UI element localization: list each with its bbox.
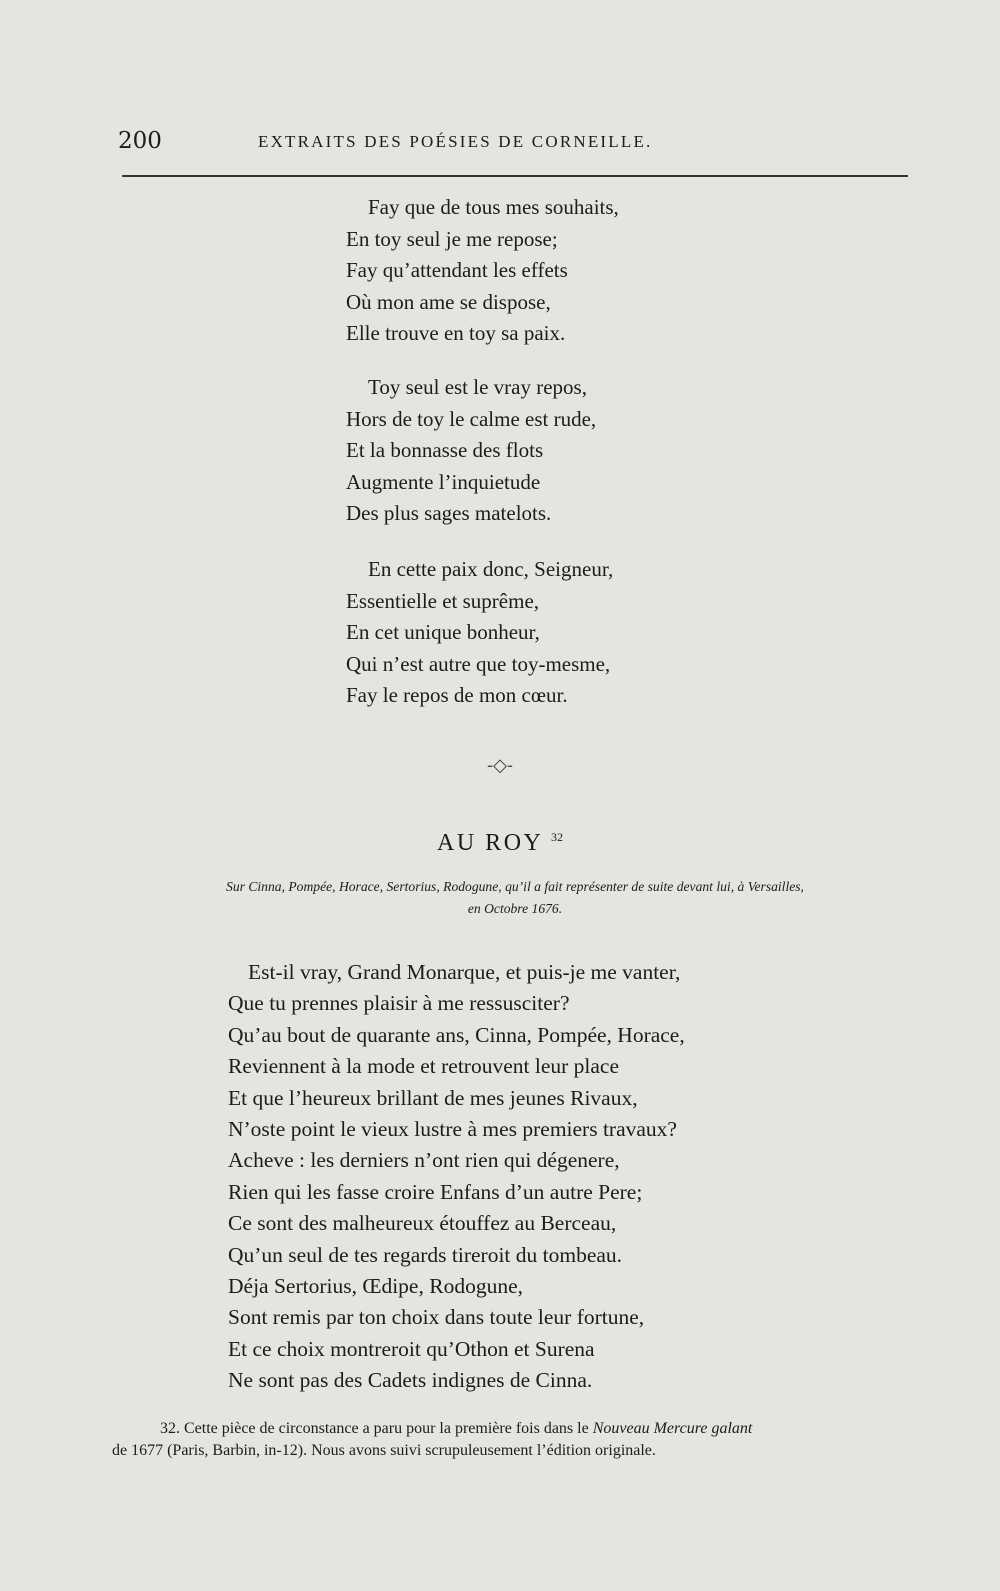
verse-line: Fay le repos de mon cœur. (346, 683, 568, 708)
verse-line: Rien qui les fasse croire Enfans d’un autre Pere; (228, 1179, 643, 1204)
verse-line: Déja Sertorius, Œdipe, Rodogune, (228, 1274, 523, 1299)
stanza-1 (346, 192, 706, 350)
stanza-2 (346, 372, 706, 530)
poem-body (228, 957, 788, 1397)
subtitle-line: en Octobre 1676. (467, 901, 563, 916)
running-title: EXTRAITS DES POÉSIES DE CORNEILLE. (258, 132, 653, 151)
verse-line: En cet unique bonheur, (346, 620, 540, 645)
poem-title (0, 830, 1000, 857)
section-ornament: -◇- (487, 755, 514, 776)
verse-line: Hors de toy le calme est rude, (346, 406, 597, 431)
verse-line: Fay qu’attendant les effets (346, 258, 568, 283)
page-number: 200 (118, 128, 162, 154)
verse-line: Acheve : les derniers n’ont rien qui dégenere, (228, 1148, 620, 1173)
footnote (112, 1418, 912, 1462)
verse-line: Augmente l’inquietude (346, 469, 541, 494)
verse-line: En cette paix donc, Seigneur, (368, 557, 614, 581)
footnote-journal-title: Nouveau Mercure galant (592, 1420, 753, 1437)
verse-line: Et ce choix montreroit qu’Othon et Surena (228, 1336, 595, 1361)
verse-line: Toy seul est le vray repos, (368, 375, 587, 399)
subtitle-line: Sur Cinna, Pompée, Horace, Sertorius, Rodogune, qu’il a fait représenter de suite devant lui, à Versailles, (226, 879, 804, 894)
verse-line: Qu’au bout de quarante ans, Cinna, Pompée, Horace, (228, 1022, 685, 1047)
footnote-line-2: de 1677 (Paris, Barbin, in-12). Nous avons suivi scrupuleusement l’édition originale. (112, 1442, 656, 1459)
verse-line: Et la bonnasse des flots (346, 438, 544, 463)
verse-line: Qui n’est autre que toy-mesme, (346, 651, 611, 676)
verse-line: Que tu prennes plaisir à me ressusciter? (228, 991, 570, 1016)
verse-line: N’oste point le vieux lustre à mes premiers travaux? (228, 1117, 677, 1142)
poem-subtitle (120, 876, 910, 920)
verse-line: Elle trouve en toy sa paix. (346, 321, 566, 346)
footnote-text: 32. Cette pièce de circonstance a paru pour la première fois dans le (160, 1420, 593, 1437)
poem-title-text: AU ROY (437, 830, 543, 856)
footnote-reference: 32 (550, 830, 563, 844)
footnote-line-1 (112, 1418, 912, 1440)
verse-line: En toy seul je me repose; (346, 226, 558, 251)
verse-line: Essentielle et suprême, (346, 588, 540, 613)
verse-line: Qu’un seul de tes regards tireroit du tombeau. (228, 1242, 623, 1267)
verse-line: Sont remis par ton choix dans toute leur fortune, (228, 1305, 645, 1330)
verse-line: Est-il vray, Grand Monarque, et puis-je me vanter, (248, 960, 681, 984)
verse-line: Et que l’heureux brillant de mes jeunes Rivaux, (228, 1085, 638, 1110)
verse-line: Fay que de tous mes souhaits, (368, 195, 619, 219)
verse-line: Reviennent à la mode et retrouvent leur place (228, 1054, 620, 1079)
verse-line: Des plus sages matelots. (346, 501, 552, 526)
verse-line: Où mon ame se dispose, (346, 289, 551, 314)
stanza-3 (346, 554, 706, 712)
verse-line: Ne sont pas des Cadets indignes de Cinna. (228, 1368, 593, 1393)
verse-line: Ce sont des malheureux étouffez au Berceau, (228, 1211, 617, 1236)
header-rule (122, 175, 908, 177)
page-header (118, 128, 908, 158)
